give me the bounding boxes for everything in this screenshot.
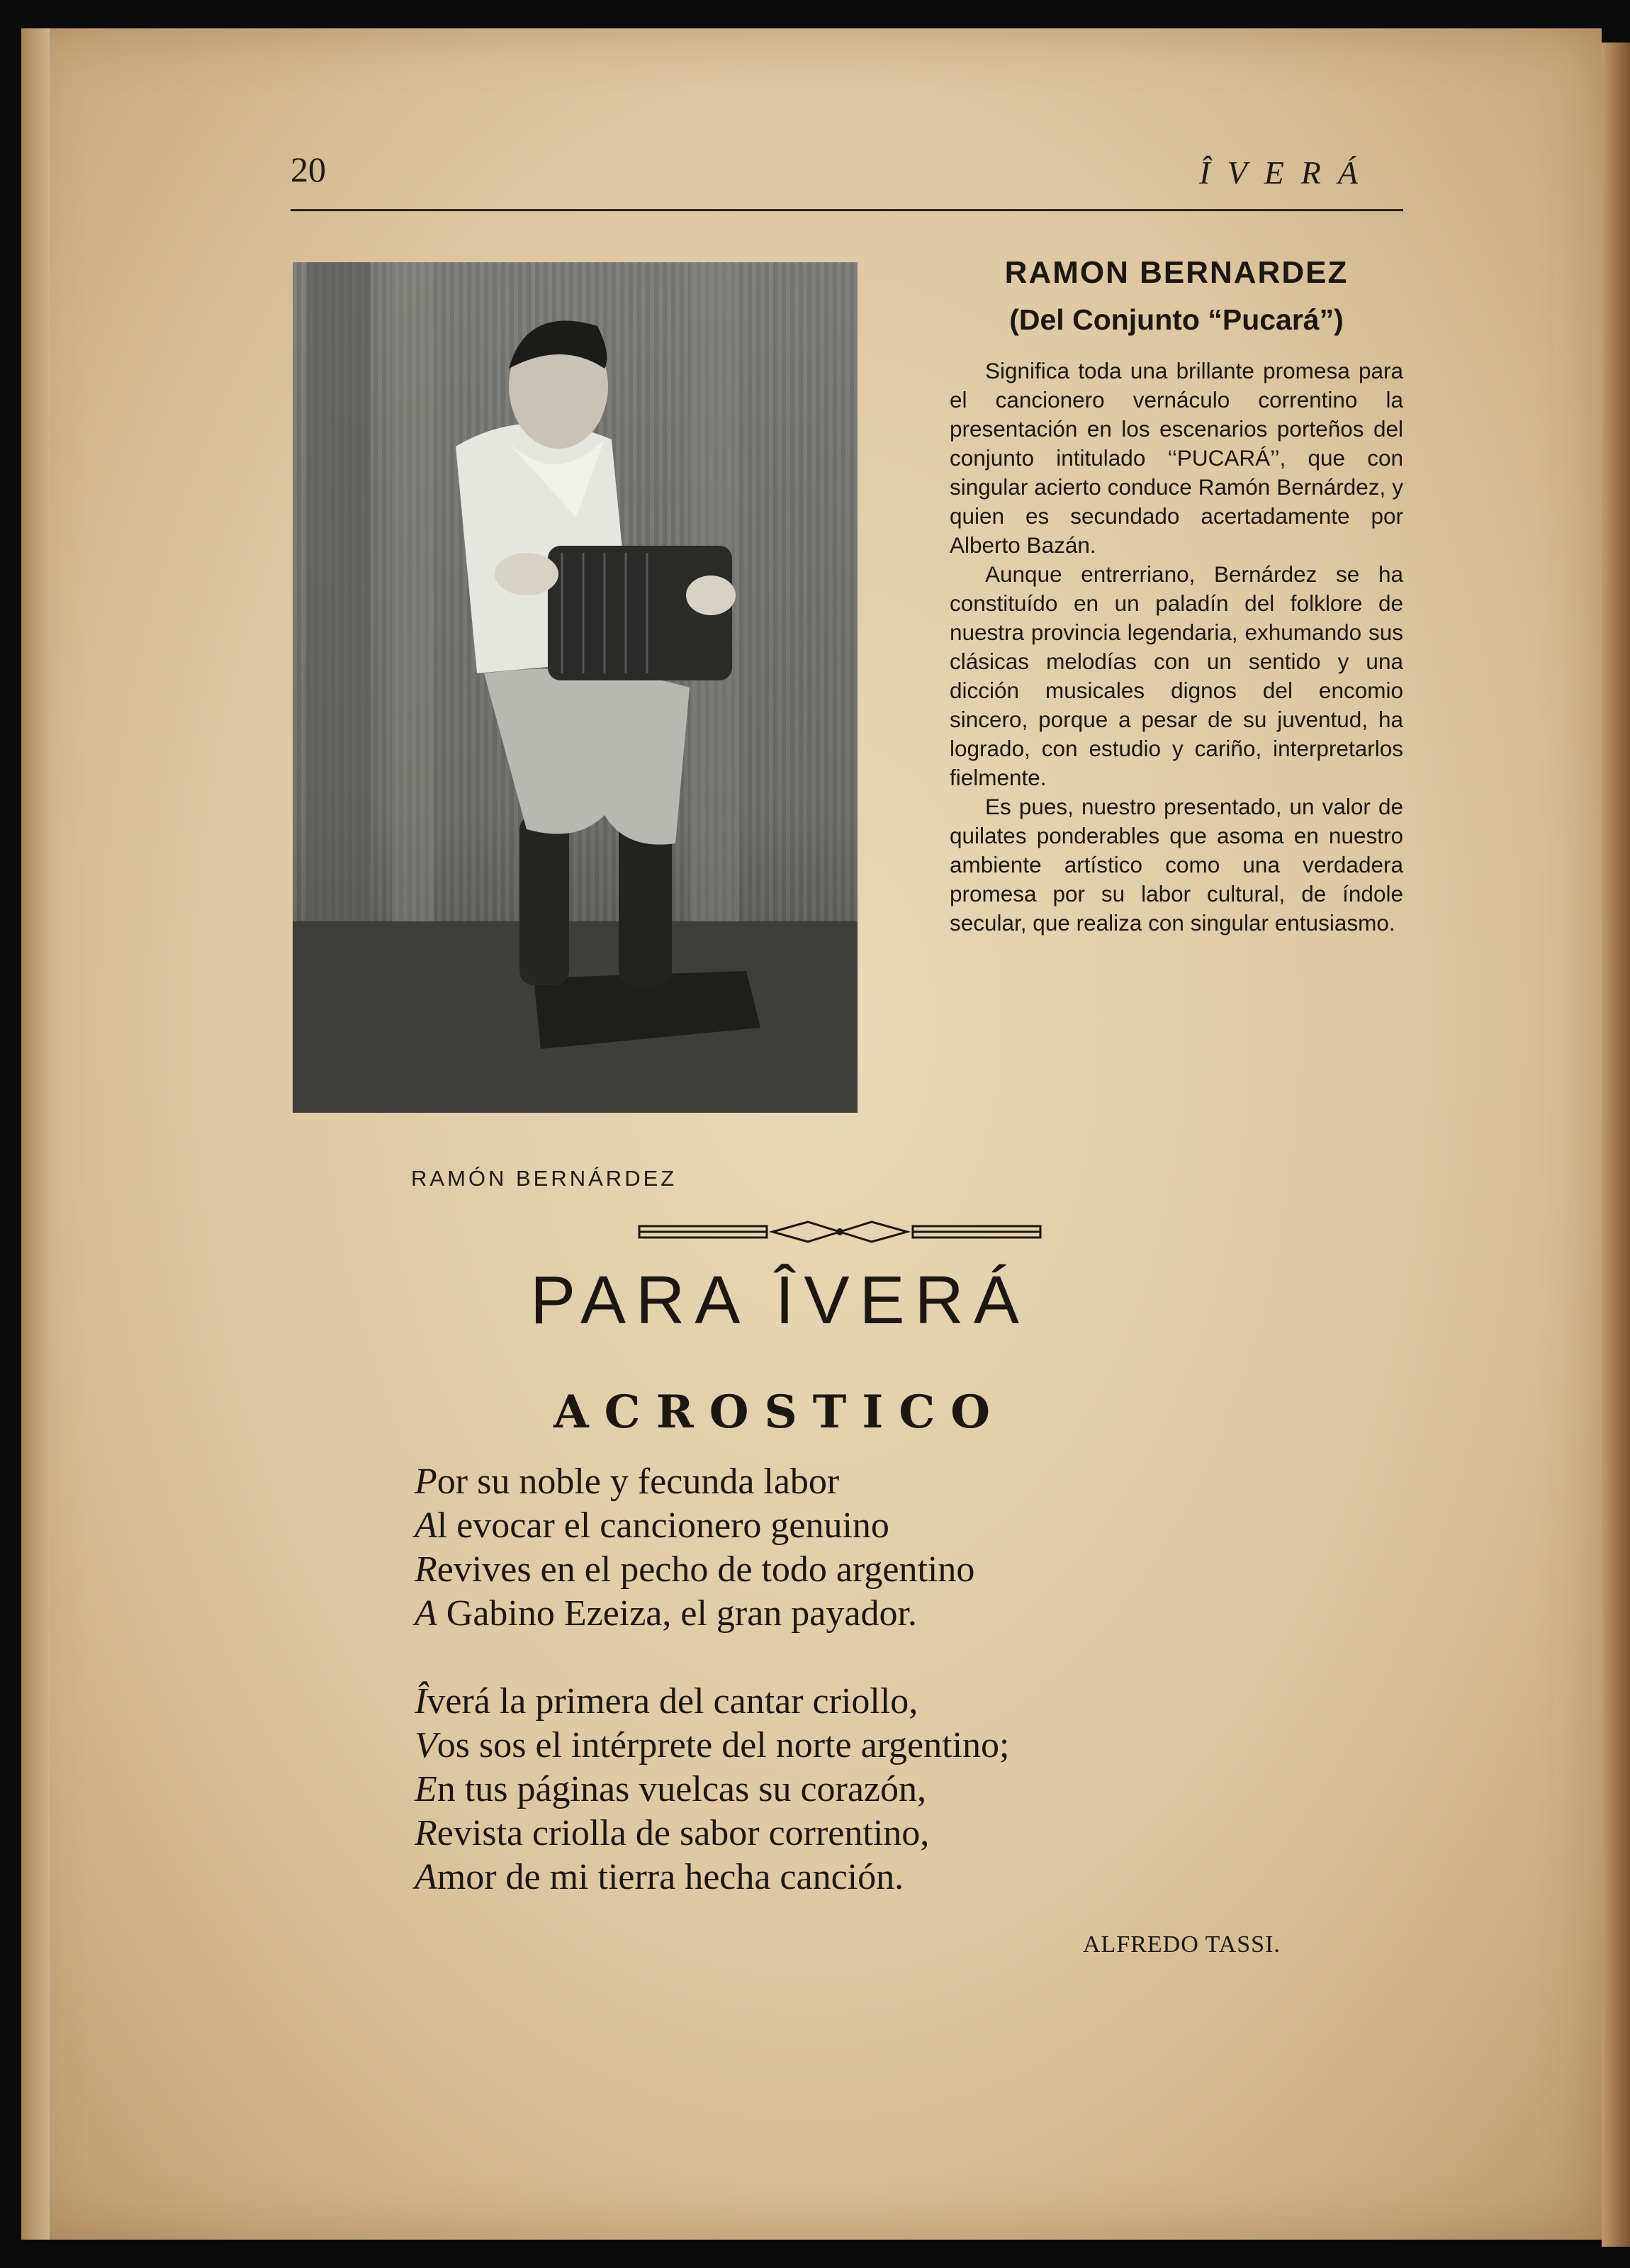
photo-caption: RAMÓN BERNÁRDEZ <box>411 1166 678 1191</box>
accordion-player-illustration <box>293 262 858 1113</box>
acrostic-letter: V <box>415 1725 437 1765</box>
poem-line-text: l evocar el cancionero genuino <box>437 1505 889 1546</box>
poem-line <box>415 1856 1009 1899</box>
acrostic-letter: E <box>415 1769 437 1809</box>
poem-line-text: verá la primera del cantar criollo, <box>427 1681 918 1722</box>
poem-subtitle: ACROSTICO <box>553 1386 1006 1439</box>
poem-line-text: mor de mi tierra hecha canción. <box>437 1857 904 1897</box>
acrostic-letter: R <box>415 1813 437 1853</box>
poem-line <box>415 1680 1009 1724</box>
page-number: 20 <box>291 150 326 189</box>
ornamental-divider <box>638 1218 1042 1246</box>
poem-author: ALFREDO TASSI. <box>1083 1931 1281 1958</box>
acrostic-letter: A <box>415 1593 437 1634</box>
poem-line <box>415 1812 1009 1856</box>
page-header <box>291 145 1403 211</box>
poem-line <box>415 1768 1009 1812</box>
poem-line <box>415 1504 1009 1548</box>
poem-line-text: evives en el pecho de todo argentino <box>437 1549 975 1590</box>
poem-line-text: or su noble y fecunda labor <box>437 1461 840 1502</box>
acrostic-letter: R <box>415 1549 437 1590</box>
acrostic-letter: P <box>415 1461 437 1502</box>
page-spine <box>21 28 50 2240</box>
poem-line-text: evista criolla de sabor correntino, <box>437 1813 930 1853</box>
poem-line <box>415 1592 1009 1636</box>
poem-body <box>415 1460 1009 1943</box>
acrostic-letter: A <box>415 1505 437 1546</box>
poem-line-text: n tus páginas vuelcas su corazón, <box>437 1769 927 1809</box>
article <box>950 255 1403 938</box>
poem-stanza <box>415 1460 1009 1636</box>
poem-line-text: os sos el intérprete del norte argentino; <box>437 1725 1010 1765</box>
poem-line <box>415 1460 1009 1504</box>
poem-stanza <box>415 1680 1009 1899</box>
article-title: RAMON BERNARDEZ <box>1004 255 1349 290</box>
poem-title: PARA ÎVERÁ <box>530 1262 1029 1338</box>
article-body <box>950 357 1403 938</box>
running-title: ÎVERÁ <box>1199 155 1375 191</box>
poem-line <box>415 1724 1009 1768</box>
acrostic-letter: Î <box>415 1681 427 1722</box>
poem-line <box>415 1548 1009 1592</box>
article-paragraph: Significa toda una brillante promesa para el cancionero vernáculo correntino la presentación en los escenarios porteños del conjunto intitulado ‘‘PUCARÁ’’, que con singular acierto conduce Ramón Bernárdez, y quien es secundado acertadamente por Alberto Bazán. <box>950 358 1403 558</box>
photo-ramon-bernardez <box>293 262 858 1113</box>
article-paragraph: Aunque entrerriano, Bernárdez se ha constituído en un paladín del folklore de nuestra provincia legendaria, exhumando sus clásicas melodías con un sentido y una dicción musicales dignos del encomio sincero, porque a pesar de su juventud, ha logrado, con estudio y cariño, interpretarlos fielmente. <box>950 561 1403 790</box>
article-subtitle: (Del Conjunto “Pucará”) <box>1009 303 1344 336</box>
article-paragraph: Es pues, nuestro presentado, un valor de quilates ponderables que asoma en nuestro ambiente artístico como una verdadera promesa por su labor cultural, de índole secular, que realiza con singular entusiasmo. <box>950 794 1403 936</box>
acrostic-letter: A <box>415 1857 437 1897</box>
poem-line-text: Gabino Ezeiza, el gran payador. <box>437 1593 917 1634</box>
page-edge <box>1602 43 1630 2247</box>
